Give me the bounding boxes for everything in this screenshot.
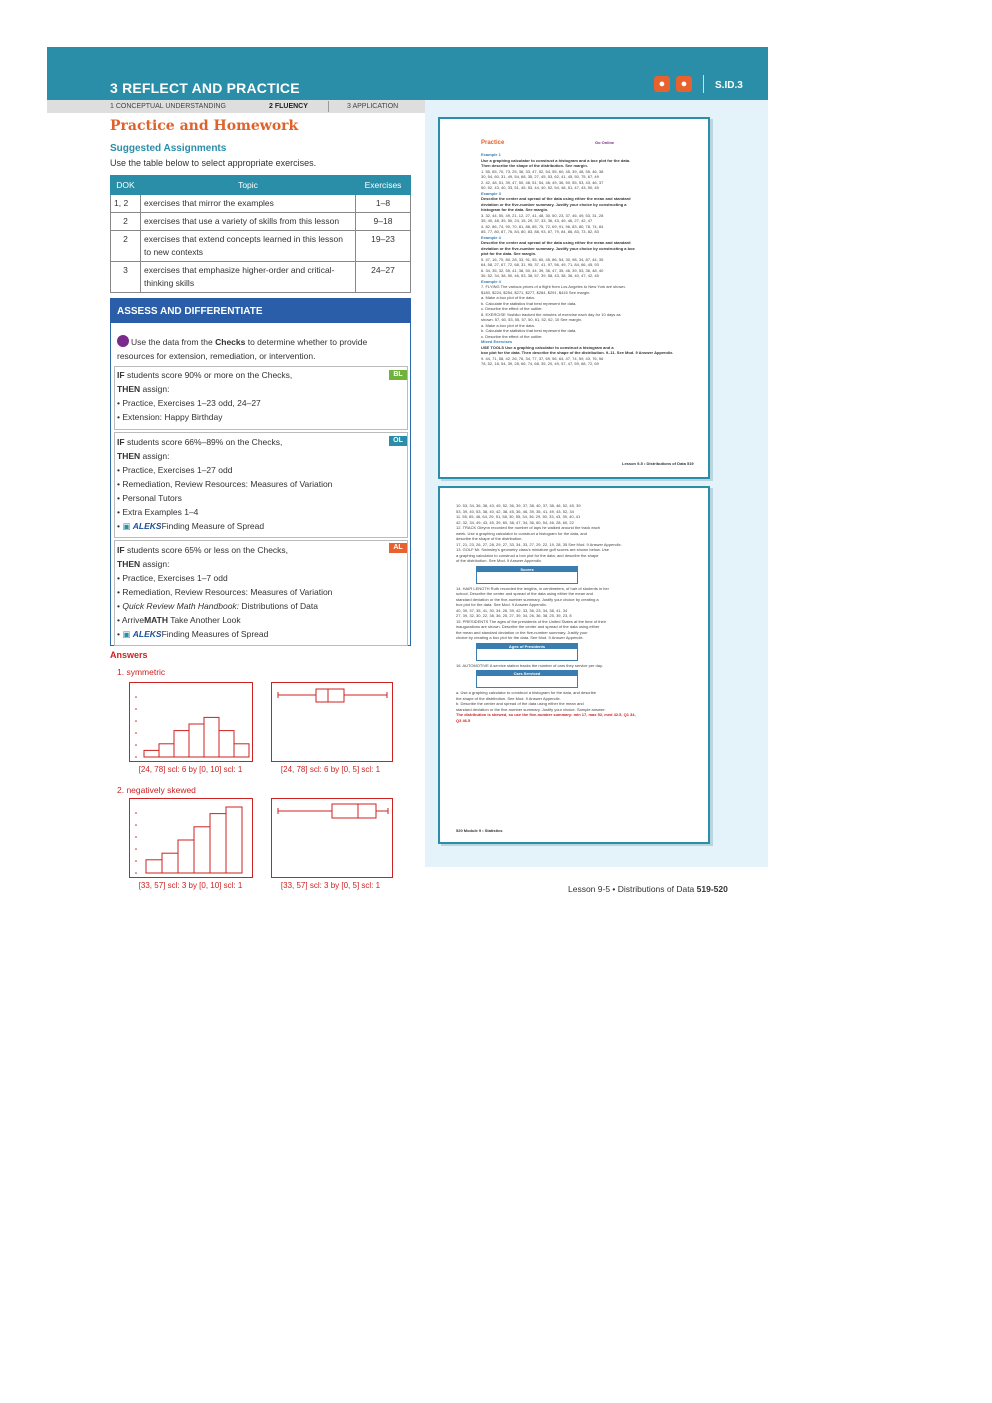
table-row (111, 262, 411, 293)
text-line: describe the shape of the distribution. (456, 536, 523, 541)
banner-divider (703, 75, 704, 93)
histogram-bar (159, 744, 174, 757)
lesson-footer (568, 884, 728, 894)
cell-topic: exercises that use a variety of skills from this lesson (141, 213, 356, 231)
text-line: 14. HAIR LENGTH Ruth recorded the lengths, in centimeters, of hair of students in her (456, 585, 609, 591)
data-table: Cars Serviced (476, 670, 578, 688)
tier-condition: students score 66%–89% on the Checks, (126, 437, 283, 447)
text-line: Then describe the shape of the distribution. See margin. (481, 163, 588, 168)
histogram-2 (129, 798, 253, 878)
page-519-footer: Lesson 9-5 • Distributions of Data 519 (622, 461, 694, 466)
tier-bl-text (117, 368, 397, 424)
text-line: Q3 46.5 (456, 717, 471, 723)
text-line: b. Describe the center and spread of the data using either the mean and (456, 701, 584, 706)
histogram-bar (146, 860, 162, 873)
text-line: 10. 53, 34, 36, 38, 43, 49, 52, 36, 39, 37, 38, 40, 37, 38, 46, 52, 45, 39 (456, 503, 581, 508)
text-line: b. Calculate the statistics that best represent the data. (481, 300, 577, 306)
section-label: Example 4 (481, 278, 501, 284)
footer-pages: 519-520 (696, 884, 728, 894)
data-chart-icon (117, 335, 129, 347)
axis-tick (135, 744, 137, 746)
axis-tick (135, 836, 137, 838)
text-line: 5. 47, 16, 70, 80, 28, 33, 91, 55, 60, 45, 86, 54, 30, 98, 34, 87, 44, 35 (481, 256, 604, 262)
arrive-prefix: • Arrive (117, 615, 145, 625)
text-line: of the distribution. See Mod. 9 Answer Appendix. (456, 558, 543, 563)
tier-ol-text: IF students score 66%–89% on the Checks, THEN assign: • Practice, Exercises 1–27 odd • Remediation, Review Resources: Measures of Variation • Personal Tutors • Extra Examples 1–4 • ▣ ALEKSFinding Measure of Spread (117, 435, 397, 533)
text-line: 1. 55, 65, 70, 73, 25, 36, 33, 47, 52, 54, 55, 60, 45, 39, 48, 55, 46, 38 (481, 168, 604, 174)
axis-tick (135, 720, 137, 722)
tier-item: • Extension: Happy Birthday (117, 412, 223, 422)
badge-ol: OL (389, 436, 407, 446)
axis-tick (135, 848, 137, 850)
text-line: c. Describe the effect of the outlier. (481, 333, 543, 339)
assess-intro-checks: Checks (215, 337, 246, 347)
assess-intro-c: to determine whether to provide resources for extension, remediation, or intervention. (117, 337, 368, 361)
answer-1-label: 1. symmetric (117, 667, 166, 677)
then-label: THEN (117, 559, 141, 569)
text-line: 17, 21, 23, 26, 27, 28, 29, 27, 33, 34, 33, 27, 29, 22, 19, 28, 35 See Mod. 9 Answer Appendix. (456, 541, 622, 547)
section-label: Example 1 (481, 152, 501, 157)
text-line: plot for the data. See margin. (481, 251, 537, 256)
text-line: shown. 57, 60, 53, 55, 57, 50, 61, 52, 62, 10 See margin. (481, 317, 582, 322)
histogram-bar (144, 750, 159, 757)
cell-exercises: 19–23 (356, 231, 411, 262)
text-line: week. Use a graphing calculator to construct a histogram for the data, and (456, 530, 587, 536)
text-line: 15. PRESIDENTS The ages of the presidents of the United States at the time of their (456, 618, 607, 624)
go-online-tag: Go Online (595, 140, 615, 145)
section-label: Example 4 (481, 234, 501, 240)
axis-tick (135, 824, 137, 826)
text-line: 13. GOLF Mr. Swinsley's geometry class's miniature golf scores are shown below. Use (456, 547, 609, 552)
quick-review-title: Quick Review Math Handbook: (122, 601, 240, 611)
cell-dok: 1, 2 (111, 195, 141, 213)
table-row (111, 195, 411, 213)
cell-dok: 2 (111, 231, 141, 262)
arrive-math: MATH (144, 615, 168, 625)
table-row (111, 231, 411, 262)
text-line: The distribution is skewed, so use the five-number summary: min 17, max 52, med 42.5, Q1 34, (456, 712, 636, 717)
text-line: 42, 32, 34, 49, 43, 45, 39, 60, 38, 47, 34, 36, 60, 54, 46, 28, 60, 22 (456, 519, 574, 525)
tab-separator (328, 101, 329, 112)
text-line: a. Make a box plot of the data. (481, 295, 535, 300)
text-line: box plot for the data. See Mod. 9 Answer Appendix. (456, 602, 547, 607)
header-topic: Topic (141, 176, 356, 195)
tier-condition: students score 65% or less on the Checks, (126, 545, 289, 555)
text-line: deviation or the five-number summary. Justify your choice by constructing a box (481, 245, 635, 251)
text-line: 8. EXERCISE Yoshiko tracked the minutes of exercise each day for 10 days as (481, 311, 621, 317)
section-label: Mixed Exercises (481, 339, 513, 344)
caption-box-2: [33, 57] scl: 3 by [0, 5] scl: 1 (280, 881, 381, 890)
person-icon: ● (654, 76, 670, 92)
axis-tick (135, 708, 137, 710)
aleks-icon: ▣ (122, 629, 131, 639)
table-row (111, 213, 411, 231)
cell-topic: exercises that mirror the examples (141, 195, 356, 213)
caption-hist-2: [33, 57] scl: 3 by [0, 10] scl: 1 (138, 881, 243, 890)
histogram-bar (226, 807, 242, 873)
box-rect (332, 804, 376, 818)
histogram-bar (234, 744, 249, 757)
text-line: $183, $224, $254, $271, $277, $284, $291, $415 See margin. (481, 289, 591, 295)
text-line: 7. FLYING The various prices of a flight from Los Angeles to New York are shown. (481, 284, 626, 289)
boxplot-2 (271, 798, 393, 878)
text-line: USE TOOLS Use a graphing calculator to construct a histogram and a (481, 344, 614, 350)
histogram-bar (174, 731, 189, 757)
text-line: Use a graphing calculator to construct a histogram and a box plot for the data. (481, 157, 631, 163)
assign-label: assign: (140, 384, 170, 394)
histogram-bar (178, 840, 194, 873)
text-line: 40, 39, 37, 35, 41, 30, 34, 26, 39, 42, 33, 36, 23, 34, 38, 41, 34 (456, 607, 568, 613)
tab-conceptual[interactable]: 1 CONCEPTUAL UNDERSTANDING (110, 103, 226, 110)
assess-intro (117, 335, 405, 363)
page-heading: Practice and Homework (110, 118, 299, 134)
tier-al-text: IF students score 65% or less on the Checks, THEN assign: • Practice, Exercises 1–7 odd • Remediation, Review Resources: Measures of Variation • Quick Review Math Handbook: Distributions of Data • ArriveMATH Take Another Look • ▣ ALEKSFinding Measures of Spread (117, 543, 397, 641)
text-line: 35, 40, 48, 39, 50, 24, 15, 29, 37, 33, 36, 43, 49, 46, 27, 42, 47 (481, 218, 593, 223)
text-line: 50, 52, 43, 40, 33, 51, 45, 53, 44, 40, 52, 54, 48, 51, 47, 43, 50, 45 (481, 185, 599, 190)
header-exercises: Exercises (356, 176, 411, 195)
text-line: 4. 82, 86, 74, 90, 70, 81, 88, 85, 75, 72, 69, 91, 96, 83, 80, 78, 74, 84 (481, 223, 604, 229)
page-520-text (456, 503, 696, 723)
cell-dok: 2 (111, 213, 141, 231)
arrive-suffix: Take Another Look (168, 615, 241, 625)
group-icon: ● (676, 76, 692, 92)
cell-exercises: 24–27 (356, 262, 411, 293)
text-line: a graphing calculator to construct a box plot for the data, and describe the shape (456, 552, 599, 558)
text-line: deviation or the five-number summary. Justify your choice by constructing a (481, 201, 627, 207)
text-line: box plot for the data. Then describe the shape of the distribution. 9–11. See Mod. 9 Answer Appendix. (481, 350, 674, 355)
text-line: 27, 39, 32, 30, 22, 38, 36, 25, 27, 39, 34, 26, 36, 38, 25, 39, 23, 8 (456, 613, 572, 618)
answer-2-label: 2. negatively skewed (117, 785, 196, 795)
text-line: a. Use a graphing calculator to construct a histogram for the data, and describe (456, 690, 597, 695)
text-line: 64, 58, 27, 67, 72, 68, 31, 95, 37, 41, 97, 56, 49, 71, 84, 66, 45, 93 (481, 262, 599, 267)
header-dok: DOK (111, 176, 141, 195)
text-line: 12. TRACK Gleynn recorded the number of laps he walked around the track each (456, 525, 601, 530)
aleks-logo: ALEKS (132, 629, 162, 639)
caption-hist-1: [24, 78] scl: 6 by [0, 10] scl: 1 (138, 765, 243, 774)
data-table: Ages of Presidents (476, 643, 578, 661)
tier-condition: students score 90% or more on the Checks, (126, 370, 293, 380)
data-table: Scores (476, 566, 578, 584)
text-line: 78, 52, 18, 54, 39, 28, 66, 74, 68, 35, 20, 49, 57, 47, 59, 68, 72, 69 (481, 361, 599, 366)
tier-item-aleks: Finding Measure of Spread (161, 521, 265, 531)
cell-exercises: 9–18 (356, 213, 411, 231)
text-line: histogram for the data. See margin. (481, 207, 549, 212)
tier-item: • Practice, Exercises 1–23 odd, 24–27 (117, 398, 261, 408)
if-label: IF (117, 545, 125, 555)
text-line: standard deviation or the five-number summary. Justify your choice by creating a (456, 596, 599, 602)
histogram-bar (162, 853, 178, 873)
tier-item: • Practice, Exercises 1–7 odd (117, 573, 228, 583)
axis-tick (135, 860, 137, 862)
text-line: 16. AUTOMOTIVE A service station tracks the number of cars they service per day. (456, 662, 603, 668)
tier-item: • Practice, Exercises 1–27 odd (117, 465, 233, 475)
cell-topic: exercises that extend concepts learned in this lesson to new contexts (141, 231, 356, 262)
box-rect (316, 689, 344, 702)
text-line: the mean and standard deviation or the five-number summary. Justify your (456, 629, 588, 635)
text-line: 6. 34, 35, 32, 55, 41, 38, 50, 44, 39, 36, 47, 35, 46, 39, 53, 36, 48, 40 (481, 267, 604, 273)
answers-label: Answers (110, 650, 148, 660)
histogram-bar (204, 717, 219, 757)
page-519-text (481, 152, 703, 367)
badge-bl: BL (389, 370, 407, 380)
histogram-bar (189, 724, 204, 757)
tier-item-aleks: Finding Measures of Spread (161, 629, 269, 639)
text-line: school. Describe the center and spread of the data using either the mean and (456, 591, 593, 596)
section-label: Example 3 (481, 190, 501, 196)
caption-box-1: [24, 78] scl: 6 by [0, 5] scl: 1 (280, 765, 381, 774)
tab-application[interactable]: 3 APPLICATION (347, 103, 399, 110)
footer-lesson: Lesson 9-5 • Distributions of Data (568, 884, 697, 894)
text-line: Describe the center and spread of the data using either the mean and standard (481, 240, 631, 245)
text-line: 3. 32, 44, 50, 49, 21, 12, 27, 41, 48, 30, 50, 23, 37, 46, 49, 53, 31, 28 (481, 212, 604, 218)
assess-intro-a: Use the data from the (131, 337, 216, 347)
badge-al: AL (389, 543, 407, 553)
text-line: choice by creating a box plot for the data. See Mod. 9 Answer Appendix. (456, 635, 584, 640)
text-line: inaugurations are shown. Describe the center and spread of the data using either (456, 624, 600, 629)
boxplot-1 (271, 682, 393, 762)
standard-code: S.ID.3 (715, 80, 743, 91)
axis-tick (135, 872, 137, 874)
assignments-table (110, 175, 411, 293)
assignments-intro: Use the table below to select appropriate exercises. (110, 158, 317, 168)
histogram-bar (219, 731, 234, 757)
text-line: b. Calculate the statistics that best represent the data. (481, 328, 577, 333)
axis-tick (135, 756, 137, 758)
text-line: c. Describe the effect of the outlier. (481, 306, 543, 311)
text-line: 85, 77, 80, 87, 76, 84, 80, 83, 88, 93, 87, 79, 84, 86, 83, 73, 82, 83 (481, 229, 599, 234)
assess-title: ASSESS AND DIFFERENTIATE (110, 298, 411, 323)
section-title: 3 REFLECT AND PRACTICE (110, 80, 300, 96)
cell-topic: exercises that emphasize higher-order and critical-thinking skills (141, 262, 356, 293)
text-line: standard deviation or the five-number summary. Justify your choice. Sample answer: (456, 706, 606, 712)
histogram-bar (194, 827, 210, 873)
tier-item: • Remediation, Review Resources: Measures of Variation (117, 479, 333, 489)
axis-tick (135, 812, 137, 814)
text-line: 53, 39, 40, 53, 38, 40, 42, 38, 45, 36, 46, 39, 35, 41, 49, 43, 52, 34 (456, 508, 574, 514)
if-label: IF (117, 370, 125, 380)
table-header-row (111, 176, 411, 195)
text-line: a. Make a box plot of the data. (481, 322, 535, 328)
cell-exercises: 1–8 (356, 195, 411, 213)
aleks-icon: ▣ (122, 521, 131, 531)
text-line: the shape of the distribution. See Mod. 9 Answer Appendix. (456, 695, 561, 701)
tier-item: • Extra Examples 1–4 (117, 507, 199, 517)
axis-tick (135, 732, 137, 734)
text-line: Describe the center and spread of the data using either the mean and standard (481, 196, 631, 201)
text-line: 9. 44, 71, 58, 42, 26, 76, 34, 77, 37, 69, 56, 64, 47, 74, 59, 43, 76, 56 (481, 355, 604, 361)
text-line: 30, 54, 60, 31, 49, 54, 68, 35, 27, 45, 53, 62, 41, 45, 50, 75, 67, 49 (481, 174, 599, 179)
practice-title: Practice (481, 140, 505, 146)
suggested-assignments-heading: Suggested Assignments (110, 143, 227, 154)
quick-review-topic: Distributions of Data (239, 601, 318, 611)
assign-label: assign: (140, 451, 170, 461)
if-label: IF (117, 437, 125, 447)
axis-tick (135, 696, 137, 698)
tab-fluency[interactable]: 2 FLUENCY (269, 103, 308, 110)
assign-label: assign: (140, 559, 170, 569)
page-520-footer: 520 Module 9 • Statistics (456, 828, 503, 833)
text-line: 11. 55, 65, 46, 64, 29, 51, 58, 30, 55, 34, 36, 29, 50, 33, 43, 39, 40, 41 (456, 514, 581, 519)
then-label: THEN (117, 451, 141, 461)
cell-dok: 3 (111, 262, 141, 293)
aleks-logo: ALEKS (132, 521, 162, 531)
histogram-1 (129, 682, 253, 762)
tier-item: • Personal Tutors (117, 493, 182, 503)
text-line: 36, 52, 34, 38, 50, 46, 53, 38, 57, 39, 58, 43, 38, 36, 40, 47, 42, 45 (481, 273, 599, 278)
then-label: THEN (117, 384, 141, 394)
histogram-bar (210, 814, 226, 873)
tier-item: • Remediation, Review Resources: Measures of Variation (117, 587, 333, 597)
text-line: 2. 42, 48, 51, 39, 47, 50, 48, 51, 54, 46, 49, 36, 50, 55, 53, 43, 46, 37 (481, 179, 604, 185)
